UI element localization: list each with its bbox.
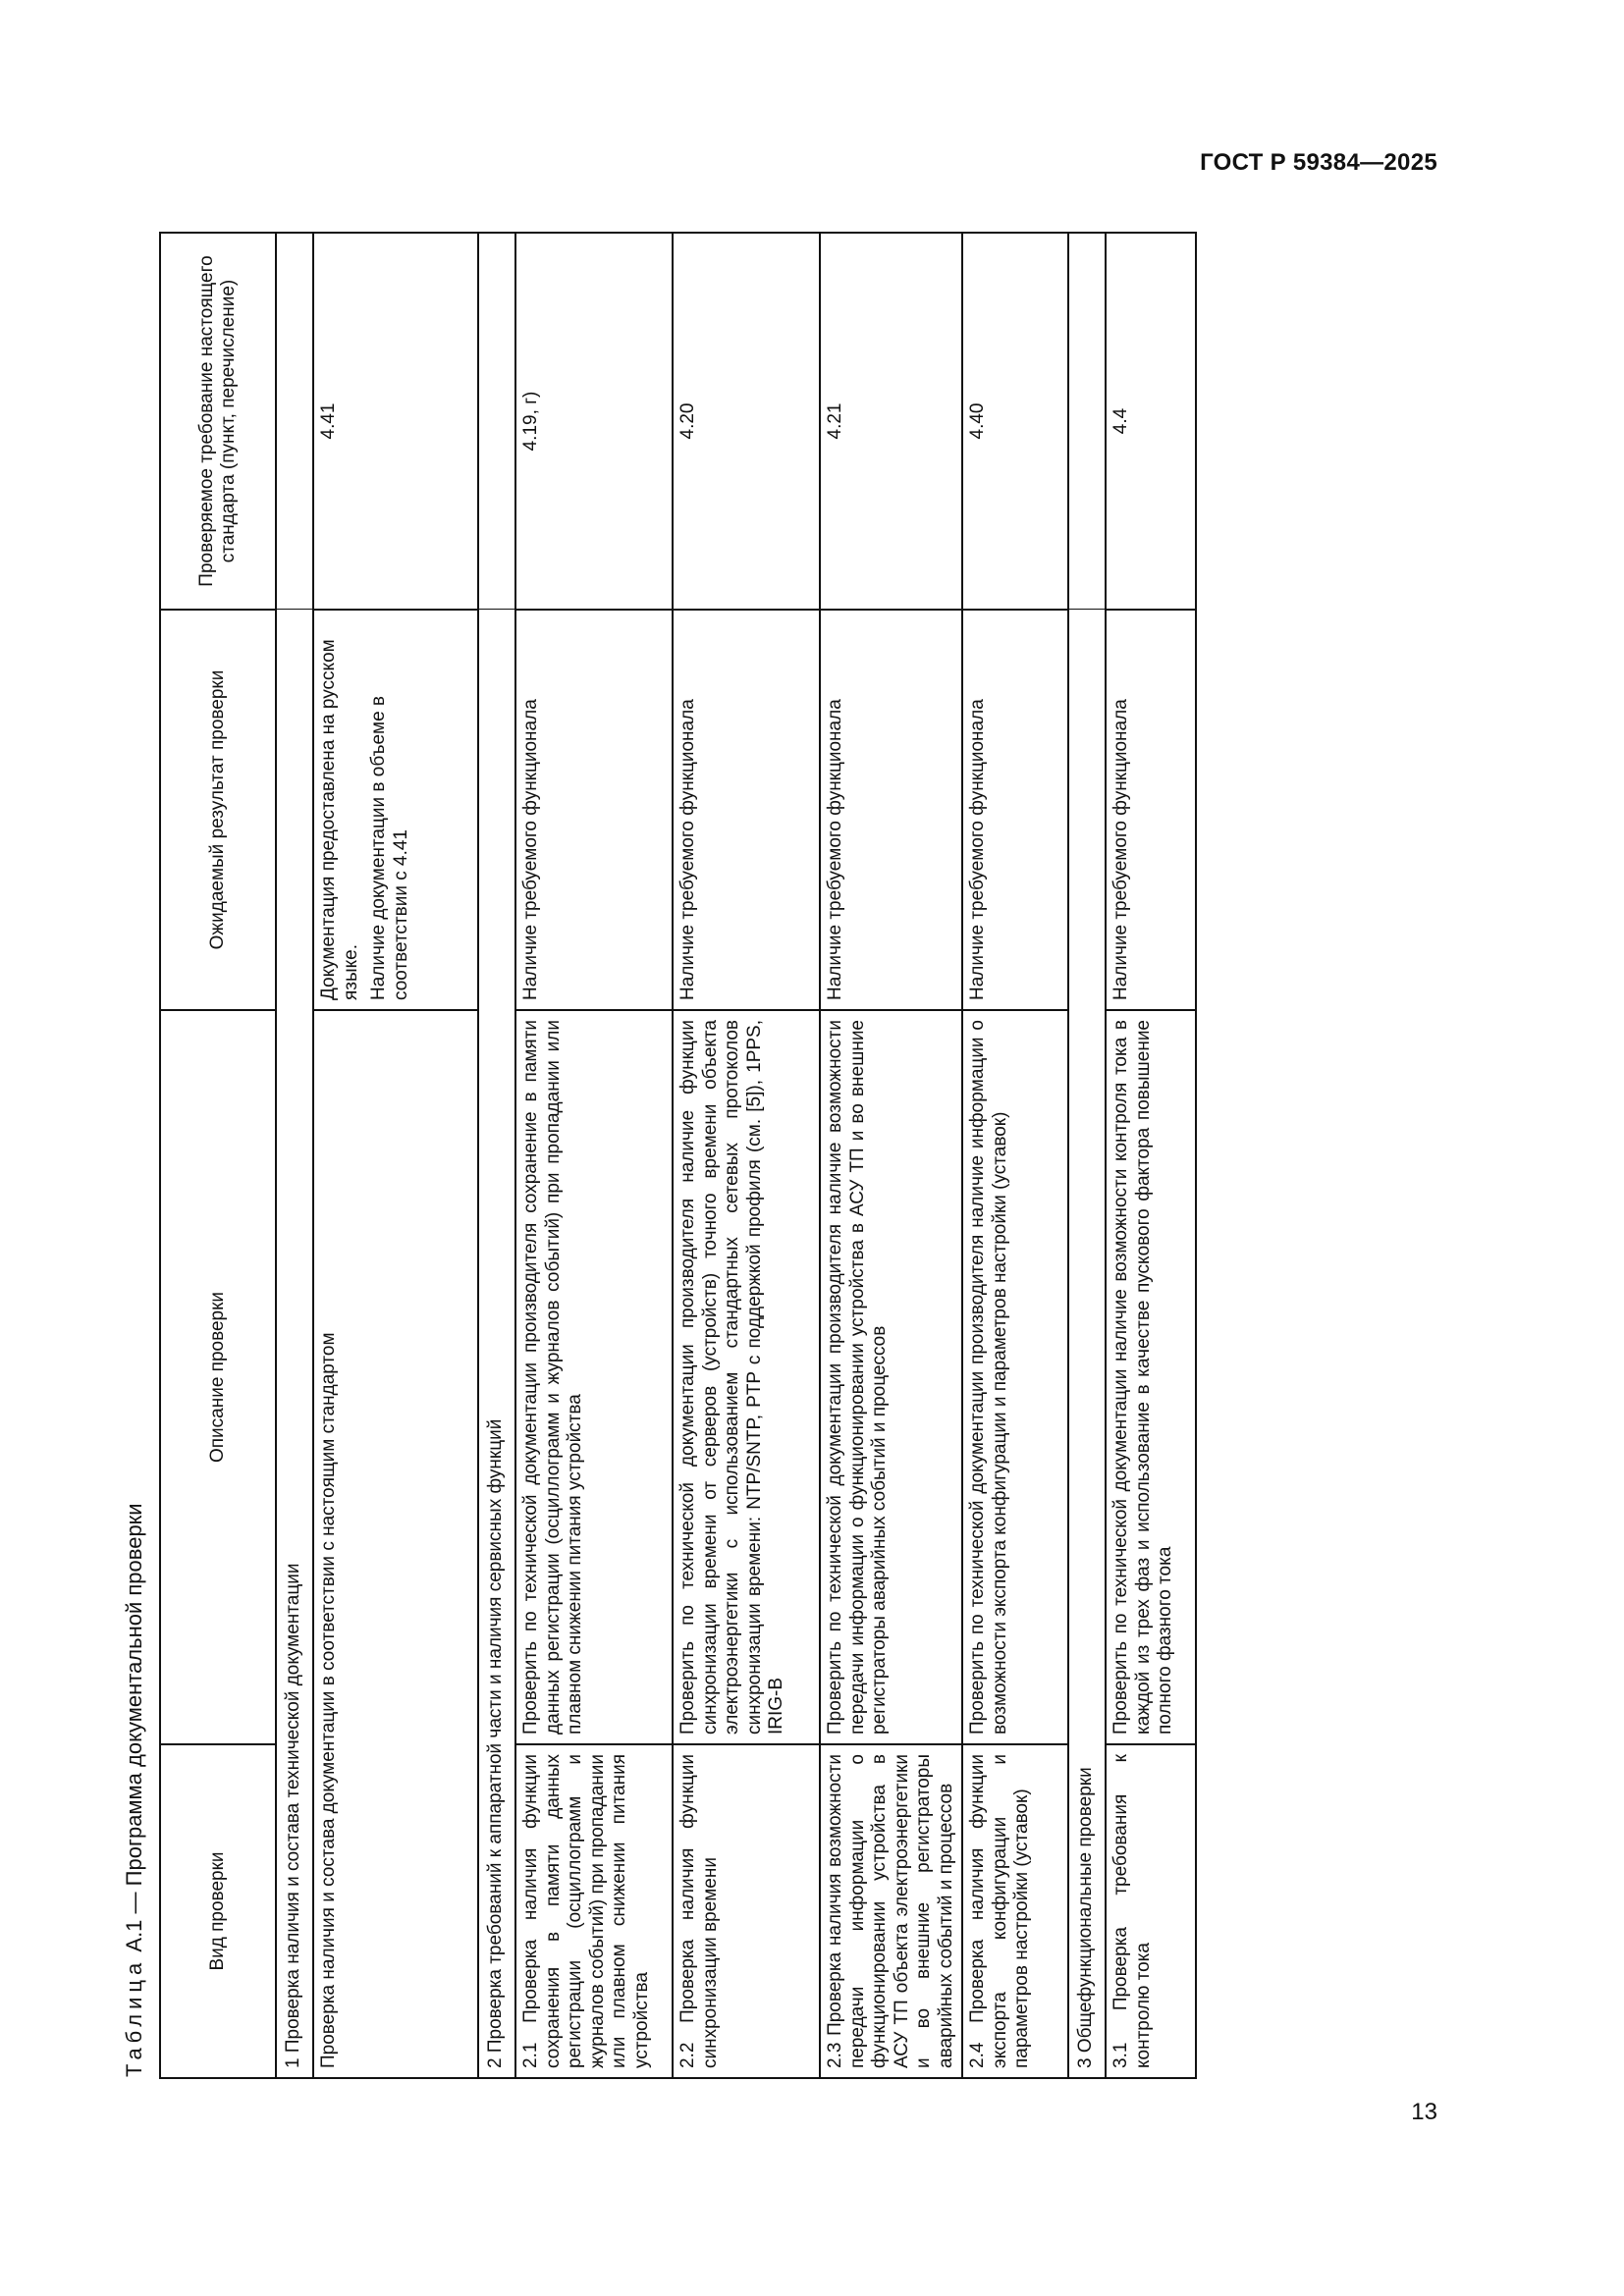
expected-paragraph: Наличие документации в объеме в соответствии с 4.41 bbox=[368, 695, 411, 1000]
cell-type-check: Проверка наличия и состава документации в соответствии с настоящим стандартом bbox=[313, 1010, 478, 2078]
cell-description: Проверить по технической документации наличие возможности контроля тока в каждой из трех фаз и использование в качестве пускового фактора повышение полного фазного тока bbox=[1106, 1010, 1196, 1744]
cell-requirement: 4.19, г) bbox=[515, 233, 673, 610]
cell-description: Проверить по технической документации производителя сохранение в памяти данных регистрации (осциллограмм и журналов событий) при пропадании или плавном снижении питания устройства bbox=[515, 1010, 673, 1744]
cell-expected-result: Наличие требуемого функционала bbox=[1106, 610, 1196, 1010]
caption-label: Таблица bbox=[122, 1957, 146, 2077]
cell-description: Проверить по технической документации производителя наличие информации о возможности экспорта конфигурации и параметров настройки (уставок) bbox=[962, 1010, 1068, 1744]
cell-expected-result: Наличие требуемого функционала bbox=[515, 610, 673, 1010]
table-row bbox=[962, 233, 1068, 2078]
cell-expected-result bbox=[313, 610, 478, 1010]
section-empty-cell bbox=[1068, 233, 1106, 610]
section-row bbox=[478, 233, 515, 2078]
section-empty-cell bbox=[276, 233, 313, 610]
section-title: 3 Общефункциональные проверки bbox=[1068, 610, 1106, 2078]
section-title: 2 Проверка требований к аппаратной части и наличия сервисных функций bbox=[478, 610, 515, 2078]
section-empty-cell bbox=[478, 233, 515, 610]
table-caption bbox=[110, 234, 159, 2079]
table-row bbox=[313, 233, 478, 2078]
cell-type-check: 3.1 Проверка требования к контролю тока bbox=[1106, 1744, 1196, 2078]
document-code: ГОСТ Р 59384—2025 bbox=[1200, 149, 1437, 176]
header-requirement: Проверяемое требование настоящего стандарта (пункт, перечисление) bbox=[160, 233, 276, 610]
cell-requirement: 4.20 bbox=[673, 233, 820, 610]
cell-type-check: 2.3 Проверка наличия возможности передачи информации о функционировании устройства в АСУ ТП объекта электроэнергетики и во внешние регистраторы аварийных событий и процессов bbox=[820, 1744, 962, 2078]
cell-requirement: 4.21 bbox=[820, 233, 962, 610]
section-row bbox=[276, 233, 313, 2078]
cell-requirement: 4.41 bbox=[313, 233, 478, 610]
table-row bbox=[820, 233, 962, 2078]
cell-type-check: 2.2 Проверка наличия функции синхронизации времени bbox=[673, 1744, 820, 2078]
cell-requirement: 4.4 bbox=[1106, 233, 1196, 610]
caption-number: А.1 bbox=[122, 1919, 146, 1952]
cell-expected-result: Наличие требуемого функционала bbox=[820, 610, 962, 1010]
table-row bbox=[515, 233, 673, 2078]
cell-description: Проверить по технической документации производителя наличие функции синхронизации времени от серверов (устройств) точного времени объекта электроэнергетики с использованием стандартных сетевых протоколов синхронизации времени: NTP/SNTP, PTP с поддержкой профиля (см. [5]), 1PPS, IRIG-B bbox=[673, 1010, 820, 1744]
table-header-row bbox=[160, 233, 276, 2078]
page-number: 13 bbox=[1411, 2099, 1437, 2125]
cell-expected-result: Наличие требуемого функционала bbox=[673, 610, 820, 1010]
cell-type-check: 2.4 Проверка наличия функции экспорта конфигурации и параметров настройки (уставок) bbox=[962, 1744, 1068, 2078]
section-title: 1 Проверка наличия и состава технической документации bbox=[276, 610, 313, 2078]
cell-description: Проверить по технической документации производителя наличие возможности передачи информации о функционировании устройства в АСУ ТП и во внешние регистраторы аварийных событий и процессов bbox=[820, 1010, 962, 1744]
table-row bbox=[1106, 233, 1196, 2078]
rotated-table-block bbox=[110, 234, 1353, 2079]
table-row bbox=[673, 233, 820, 2078]
header-type-check: Вид проверки bbox=[160, 1744, 276, 2078]
caption-title: — Программа документальной проверки bbox=[122, 1503, 146, 1914]
cell-requirement: 4.40 bbox=[962, 233, 1068, 610]
expected-paragraph: Документация предоставлена на русском языке. bbox=[318, 639, 361, 1000]
section-row bbox=[1068, 233, 1106, 2078]
cell-expected-result: Наличие требуемого функционала bbox=[962, 610, 1068, 1010]
header-description: Описание проверки bbox=[160, 1010, 276, 1744]
cell-type-check: 2.1 Проверка наличия функции сохранения в памяти данных регистрации (осциллограмм и журналов событий) при пропадании или плавном снижении питания устройства bbox=[515, 1744, 673, 2078]
header-expected-result: Ожидаемый результат проверки bbox=[160, 610, 276, 1010]
documentary-check-table bbox=[159, 232, 1197, 2079]
